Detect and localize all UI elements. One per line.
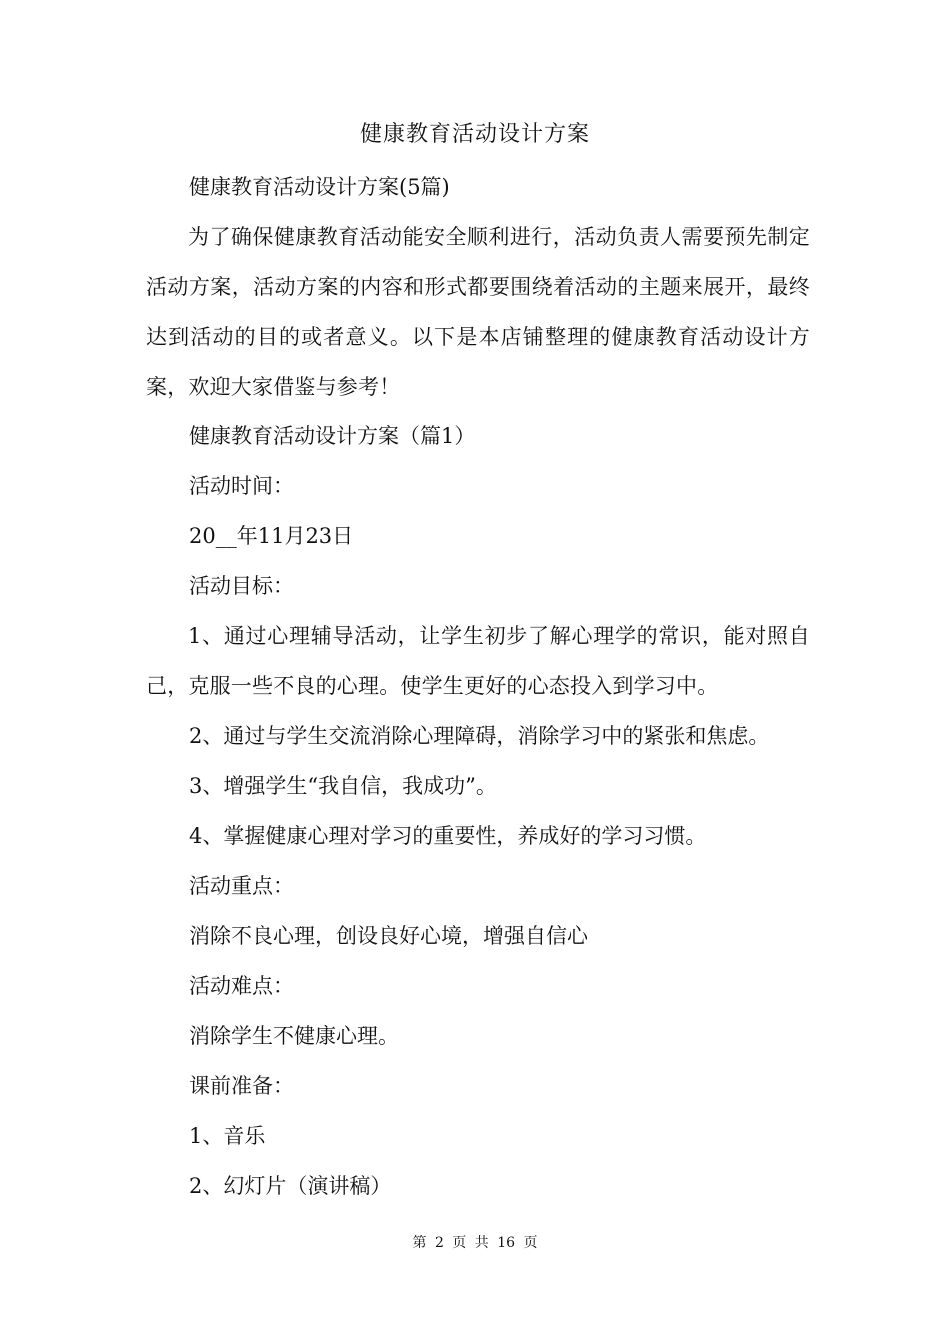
- difficulty-label: 活动难点：: [189, 974, 294, 998]
- key-points-value: 消除不良心理，创设良好心境，增强自信心: [189, 924, 588, 948]
- activity-time-label: 活动时间：: [189, 474, 294, 498]
- goal-item-4: 4、掌握健康心理对学习的重要性，养成好的学习习惯。: [189, 824, 707, 848]
- goal-item-3: 3、增强学生“我自信，我成功”。: [189, 774, 497, 798]
- page-footer: 第 2 页 共 16 页: [412, 1235, 538, 1251]
- goal-item-2: 2、通过与学生交流消除心理障碍，消除学习中的紧张和焦虑。: [189, 724, 770, 748]
- document-subtitle: 健康教育活动设计方案(5篇): [189, 175, 450, 199]
- intro-paragraph: 为了确保健康教育活动能安全顺利进行，活动负责人需要预先制定活动方案，活动方案的内容和形式都要围绕着活动的主题来展开，最终达到活动的目的或者意义。以下是本店铺整理的健康教育活动设计方案，欢迎大家借鉴与参考！: [146, 225, 810, 399]
- prep-item-2: 2、幻灯片（演讲稿）: [189, 1174, 392, 1198]
- goal-item-1: 1、通过心理辅导活动，让学生初步了解心理学的常识，能对照自己，克服一些不良的心理。使学生更好的心态投入到学习中。: [146, 624, 810, 698]
- section-heading: 健康教育活动设计方案（篇1）: [189, 424, 476, 448]
- prep-item-1: 1、音乐: [189, 1124, 266, 1148]
- difficulty-value: 消除学生不健康心理。: [189, 1024, 399, 1048]
- activity-time-value: 20__年11月23日: [189, 524, 354, 548]
- document-title: 健康教育活动设计方案: [359, 122, 590, 147]
- key-points-label: 活动重点：: [189, 874, 294, 898]
- prep-label: 课前准备：: [189, 1074, 294, 1098]
- goals-label: 活动目标：: [189, 574, 294, 598]
